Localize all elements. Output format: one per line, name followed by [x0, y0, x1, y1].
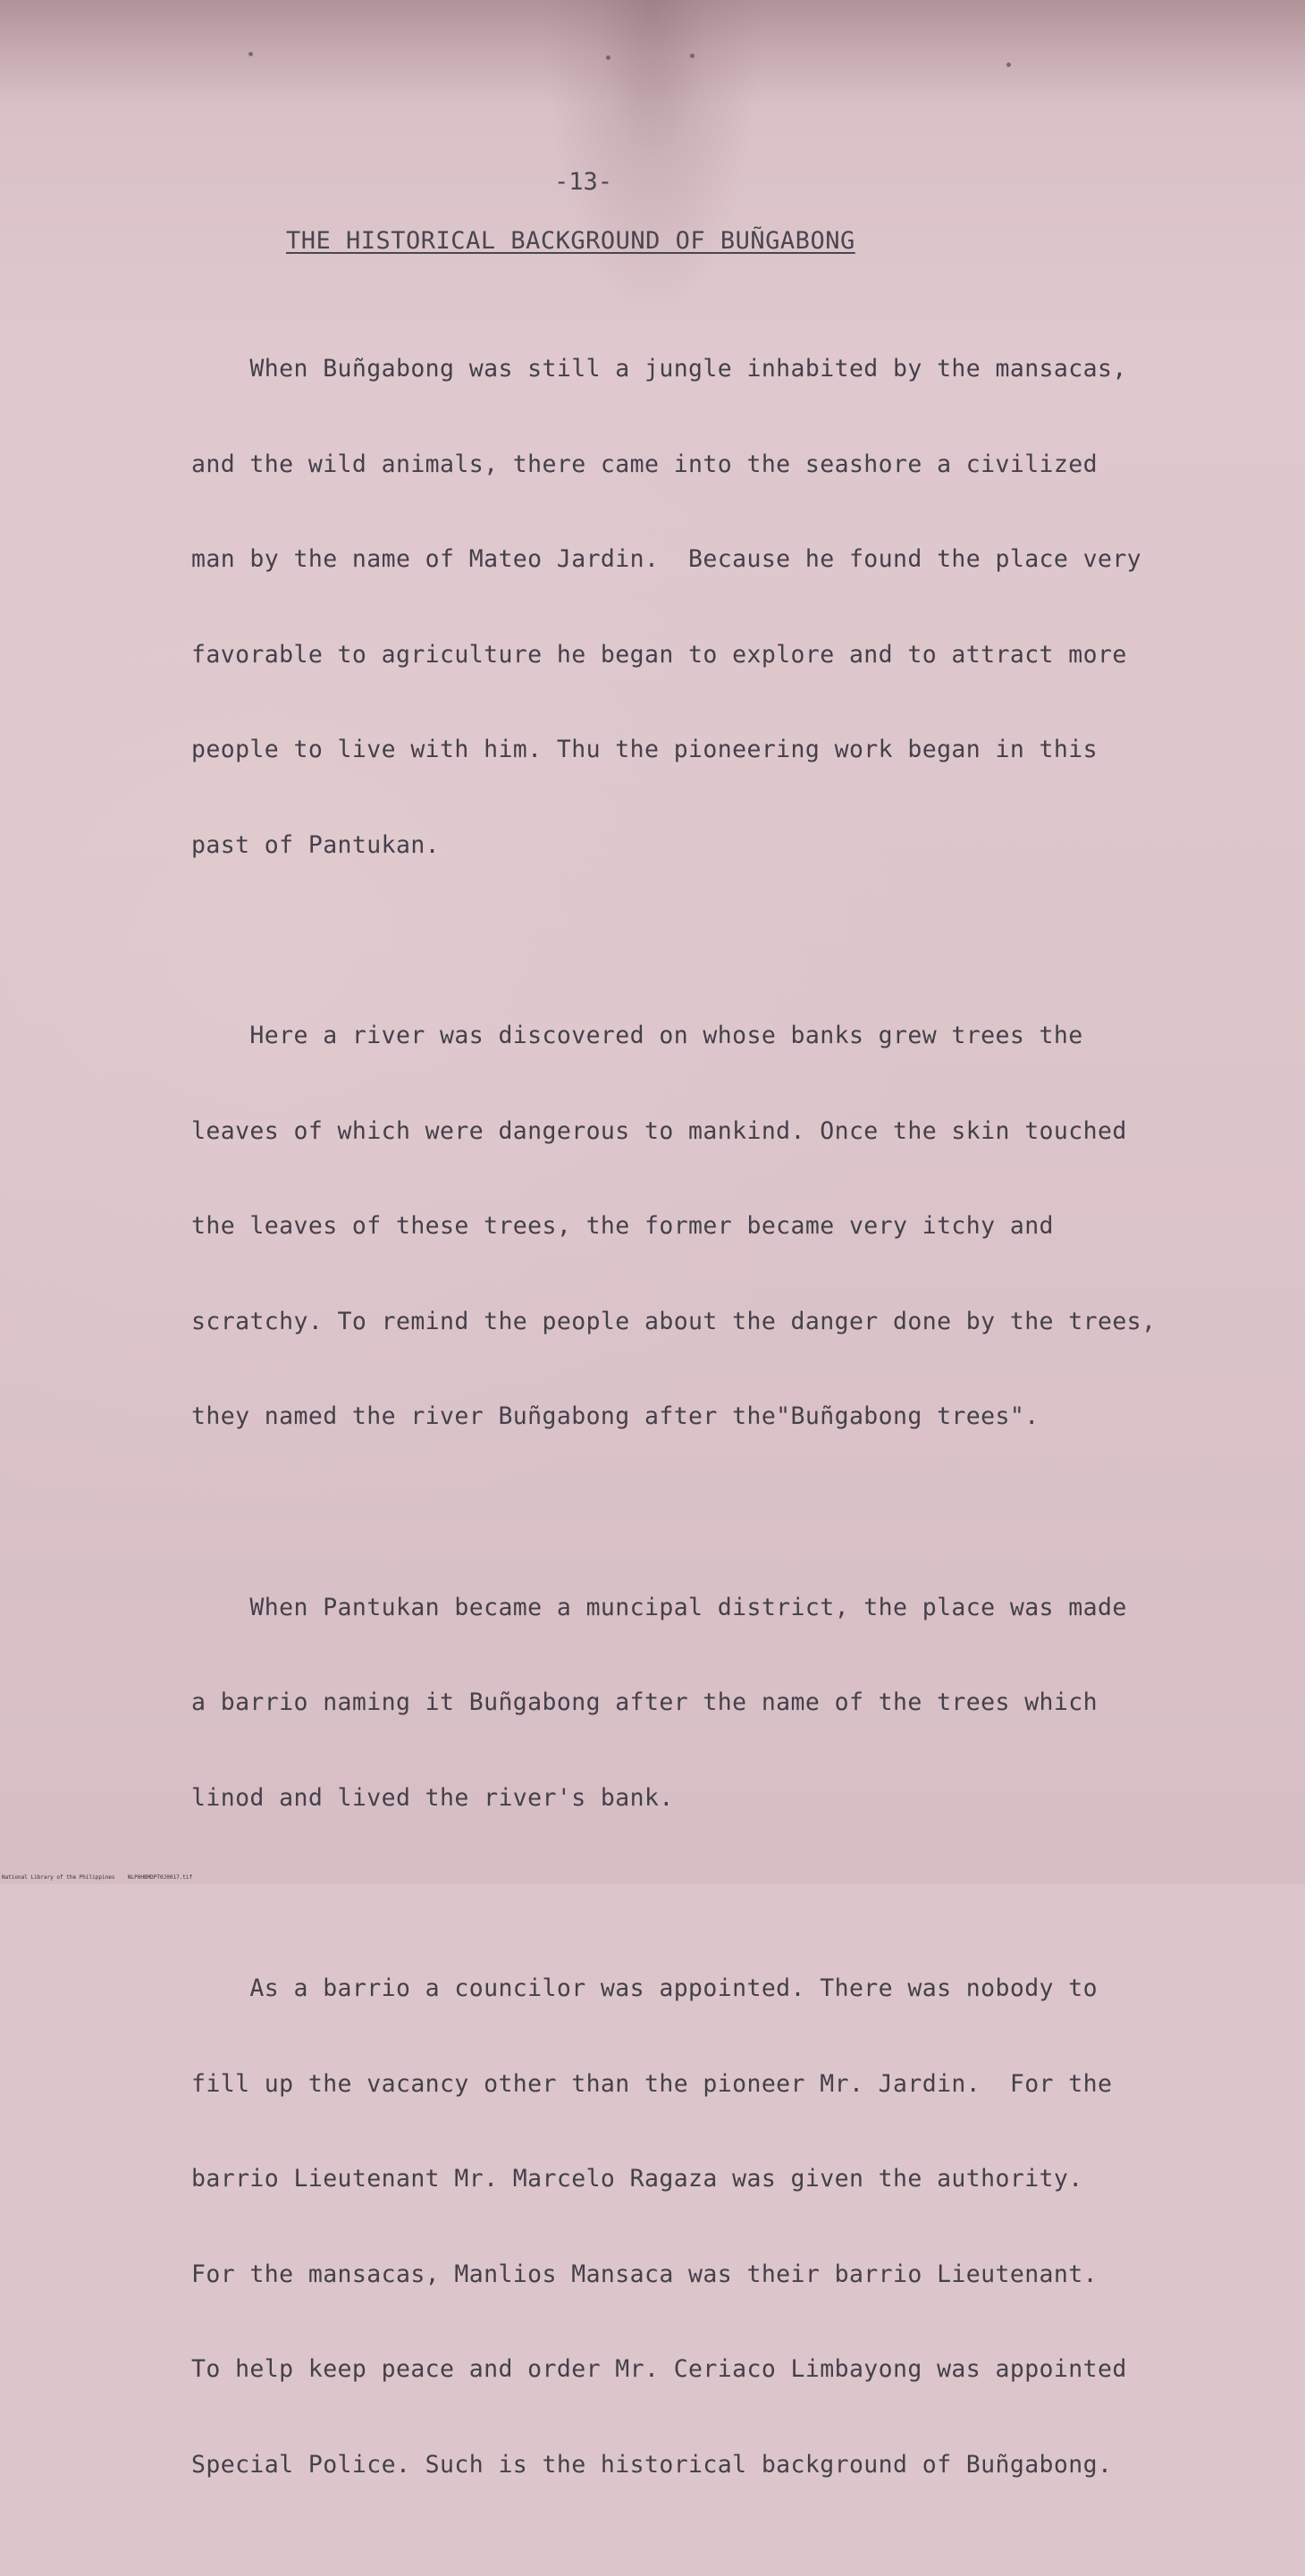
staple-hole — [1006, 63, 1011, 67]
staple-hole — [606, 55, 610, 60]
page-number: -13- — [554, 168, 613, 196]
text-line: favorable to agriculture he began to explore and to attract more — [191, 640, 1127, 669]
text-line: When Buñgabong was still a jungle inhabited by the mansacas, — [191, 355, 1127, 383]
text-line: and the wild animals, there came into the seashore a civilized — [191, 450, 1098, 478]
text-line: linod and lived the river's bank. — [191, 1783, 674, 1812]
text-line: barrio Lieutenant Mr. Marcelo Ragaza was given the authority. — [191, 2165, 1083, 2193]
text-line: the leaves of these trees, the former became very itchy and — [191, 1212, 1054, 1240]
paragraph-4 — [191, 1909, 1201, 2544]
text-line: For the mansacas, Manlios Mansaca was their barrio Lieutenant. — [191, 2260, 1098, 2288]
text-line: To help keep peace and order Mr. Ceriaco Limbayong was appointed — [191, 2355, 1127, 2383]
staple-hole — [248, 52, 253, 56]
scan-footer: National Library of the Philippines NLP0HBMDPT0J0017.tif — [2, 1874, 193, 1881]
text-line: When Pantukan became a muncipal district, the place was made — [191, 1593, 1127, 1621]
paragraph-2 — [191, 956, 1201, 1496]
staple-hole — [690, 54, 695, 58]
text-line: a barrio naming it Buñgabong after the name of the trees which — [191, 1688, 1098, 1716]
paper-stain — [0, 0, 1305, 107]
text-line: As a barrio a councilor was appointed. There was nobody to — [191, 1974, 1098, 2002]
text-line: they named the river Buñgabong after the"Buñgabong trees". — [191, 1402, 1040, 1430]
paragraph-1 — [191, 290, 1201, 924]
document-title: THE HISTORICAL BACKGROUND OF BUÑGABONG — [286, 227, 855, 255]
text-line: leaves of which were dangerous to mankind. Once the skin touched — [191, 1116, 1127, 1145]
text-line: people to live with him. Thu the pioneering work began in this — [191, 736, 1098, 763]
paragraph-3 — [191, 1528, 1201, 1878]
document-body — [191, 290, 1201, 2576]
text-line: past of Pantukan. — [191, 830, 441, 859]
text-line: fill up the vacancy other than the pioneer Mr. Jardin. For the — [191, 2069, 1113, 2098]
text-line: man by the name of Mateo Jardin. Because he found the place very — [191, 545, 1142, 573]
text-line: Here a river was discovered on whose banks grew trees the — [191, 1022, 1083, 1049]
text-line: scratchy. To remind the people about the danger done by the trees, — [191, 1307, 1157, 1335]
text-line: Special Police. Such is the historical background of Buñgabong. — [191, 2450, 1113, 2479]
